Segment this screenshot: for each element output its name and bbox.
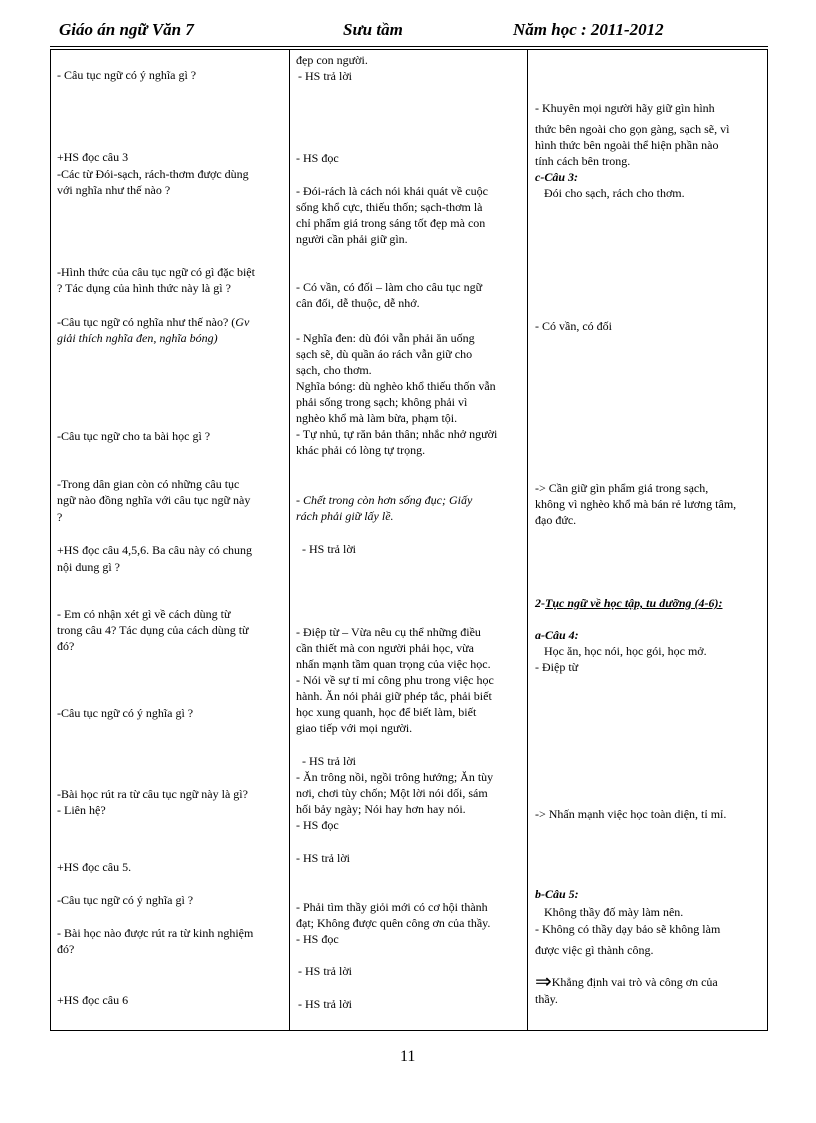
text-line: -Câu tục ngữ có ý nghĩa gì ? [57,706,194,720]
text-line: sạch, cho thơm. [296,363,372,377]
text-line: - HS trả lời [296,851,351,865]
text-line: -Câu tục ngữ cho ta bài học gì ? [57,429,211,443]
text-line: - HS trả lời [302,542,357,556]
text-line: - Nói về sự tỉ mỉ công phu trong việc học [296,673,494,687]
section-heading: c-Câu 3: [535,170,578,184]
text-line: nơi, chơi tùy chốn; Một lời nói dối, sám [296,786,488,800]
text-line: -> Nhấn mạnh việc học toàn diện, tỉ mỉ. [535,807,727,821]
text-line: - Phải tìm thầy giỏi mới có cơ hội thành [296,900,488,914]
text-line: chỉ phẩm giá trong sáng tốt đẹp mà con [296,216,486,230]
text-line: - Nghĩa đen: dù đói vẫn phải ăn uống [296,331,475,345]
text-line: ? [57,510,63,524]
text-line: hối bảy ngày; Nói hay hơn hay nói. [296,802,466,816]
text-line: Học ăn, học nói, học gói, học mở. [544,644,707,658]
text-line: - Có vần, có đối [535,319,612,333]
text-line: +HS đọc câu 5. [57,860,132,874]
text-line: đó? [57,639,75,653]
text-line: giao tiếp với mọi người. [296,721,413,735]
text-line: phải sống trong sạch; không phải vì [296,395,468,409]
text-line: thầy. [535,992,558,1006]
text-line: không vì nghèo khổ mà bán rẻ lương tâm, [535,497,737,511]
text-line: -Trong dân gian còn có những câu tục [57,477,240,491]
text-line: đạo đức. [535,513,577,527]
text-line: +HS đọc câu 6 [57,993,129,1007]
header-school-year: Năm học : 2011-2012 [513,20,664,39]
text-line: - Em có nhận xét gì về cách dùng từ [57,607,231,621]
text-line: - Liên hệ? [57,803,106,817]
text-line: hành. Ăn nói phải giữ phép tắc, phải biết [296,689,492,703]
text-line: nghèo khổ mà làm bừa, phạm tội. [296,411,458,425]
text-line: học xung quanh, học để biết làm, biết [296,705,477,719]
text-line: ⇒Khẳng định vai trò và công ơn của [535,971,718,993]
text-line: - HS đọc [296,151,339,165]
text-line: +HS đọc câu 4,5,6. Ba câu này có chung [57,543,253,557]
text-line: - Chết trong còn hơn sống đục; Giấy [296,493,473,507]
header-subject: Giáo án ngữ Văn 7 [59,20,194,39]
text-line: tính cách bên trong. [535,154,631,168]
header-rule [50,46,768,47]
text-line: người cần phải giữ gìn. [296,232,408,246]
text-line: - HS trả lời [298,964,353,978]
text-line: nhấn mạnh tầm quan trọng của việc học. [296,657,491,671]
text-line: Đói cho sạch, rách cho thơm. [544,186,685,200]
text-line: đạt; Không được quên công ơn của thầy. [296,916,491,930]
section-heading: a-Câu 4: [535,628,579,642]
text-line: - Bài học nào được rút ra từ kinh nghiệm [57,926,254,940]
text-line: -> Cần giữ gìn phẩm giá trong sạch, [535,481,709,495]
text-line: - HS đọc [296,932,339,946]
text-line: - Đói-rách là cách nói khái quát về cuộc [296,184,488,198]
text-line: Nghĩa bóng: dù nghèo khổ thiếu thốn vẫn [296,379,496,393]
text-line: trong câu 4? Tác dụng của cách dùng từ [57,623,249,637]
text-line: - Ăn trông nồi, ngồi trông hướng; Ăn tùy [296,770,494,784]
section-heading: 2-Tục ngữ về học tập, tu dưỡng (4-6): [535,596,723,610]
text-line: - HS trả lời [302,754,357,768]
text-line: -Câu tục ngữ có ý nghĩa gì ? [57,893,194,907]
text-line: hình thức bên ngoài thể hiện phần nào [535,138,719,152]
text-line: -Các từ Đói-sạch, rách-thơm được dùng [57,167,249,181]
text-line: -Bài học rút ra từ câu tục ngữ này là gì? [57,787,248,801]
text-line: - Tự nhủ, tự răn bản thân; nhắc nhở người [296,427,498,441]
text-line: - HS trả lời [298,997,353,1011]
text-line: đẹp con người. [296,53,368,67]
text-line: được việc gì thành công. [535,943,654,957]
text-line: ? Tác dụng của hình thức này là gì ? [57,281,231,295]
text-line: thức bên ngoài cho gọn gàng, sạch sẽ, vì [535,122,730,136]
text-line: cần thiết mà con người phải học, vừa [296,641,474,655]
column-divider-2 [527,49,528,1031]
text-line: với nghĩa như thế nào ? [57,183,171,197]
double-right-arrow-icon: ⇒ [535,971,552,993]
text-line: +HS đọc câu 3 [57,150,129,164]
text-line: - Điệp từ [535,660,579,674]
text-line: - Không có thầy dạy bảo sẽ không làm [535,922,721,936]
text-line: - HS đọc [296,818,339,832]
text-line: rách phải giữ lấy lề. [296,509,394,523]
text-line: - HS trả lời [298,69,353,83]
text-line: sạch sẽ, dù quần áo rách vẫn giữ cho [296,347,473,361]
text-line: sống khổ cực, thiếu thốn; sạch-thơm là [296,200,483,214]
section-heading: b-Câu 5: [535,887,579,901]
text-line: nội dung gì ? [57,560,120,574]
text-line: - Khuyên mọi người hãy giữ gìn hình [535,101,715,115]
page-number: 11 [400,1048,416,1065]
text-line: cân đối, dễ thuộc, dễ nhớ. [296,296,420,310]
column-divider-1 [289,49,290,1031]
text-line: - Có vần, có đối – làm cho câu tục ngữ [296,280,483,294]
text-line: - Điệp từ – Vừa nêu cụ thể những điều [296,625,481,639]
text-line: giải thích nghĩa đen, nghĩa bóng) [57,331,218,345]
text-line: - Câu tục ngữ có ý nghĩa gì ? [57,68,197,82]
text-line: ngữ nào đồng nghĩa với câu tục ngữ này [57,493,251,507]
text-line: đó? [57,942,75,956]
text-line: -Hình thức của câu tục ngữ có gì đặc biệt [57,265,255,279]
header-source: Sưu tầm [343,20,403,39]
text-line: -Câu tục ngữ có nghĩa như thế nào? (Gv [57,315,250,329]
text-line: Không thầy đố mày làm nên. [544,905,684,919]
text-line: khác phải có lòng tự trọng. [296,443,426,457]
